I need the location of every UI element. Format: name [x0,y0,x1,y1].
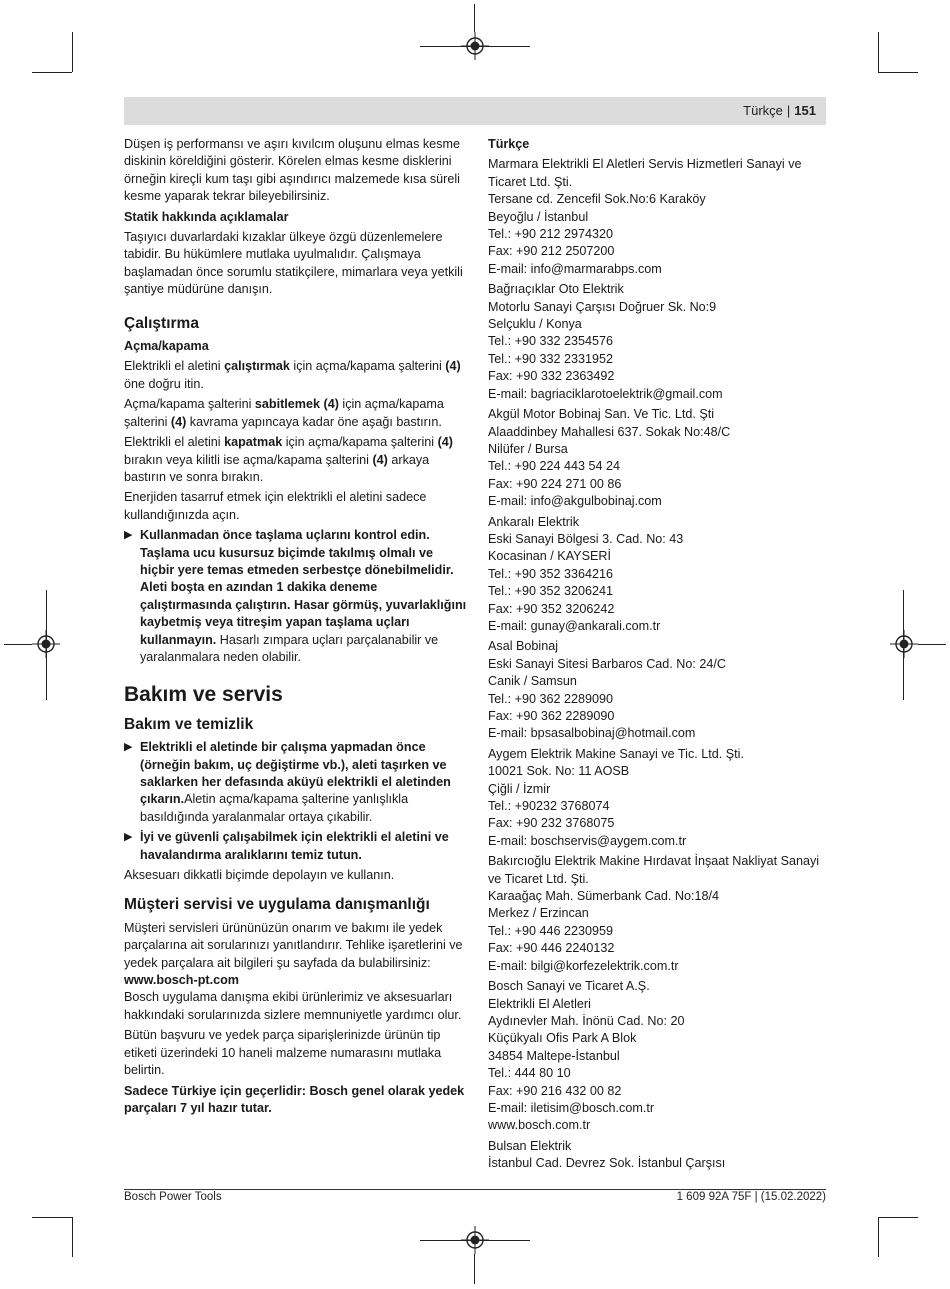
address-contact-link[interactable]: www.bosch.com.tr [488,1118,591,1133]
address-contact-link[interactable]: E-mail: iletisim@bosch.com.tr [488,1100,655,1115]
page-number: 151 [794,103,816,118]
right-column [488,136,828,1176]
registration-line [4,644,32,645]
aksesuar-paragraph: Aksesuarı dikkatli biçimde depolayın ve kullanın. [124,868,395,883]
musteri-paragraph: Müşteri servisleri ürününüzün onarım ve bakımı ile yedek parçalarına ait sorularınızı yanıtlandırır. Tehlike işaretlerini ve yedek parçalara ait bilgileri şu sayfada da bulabilirsiniz: [124,920,463,970]
address-line: Alaaddinbey Mahallesi 637. Sokak No:48/C [488,424,731,439]
address-line: Fax: +90 216 432 00 82 [488,1083,622,1098]
address-line: Ankaralı Elektrik [488,514,579,529]
registration-mark-icon [890,630,918,658]
address-line: Aygem Elektrik Makine Sanayi ve Tic. Ltd. Şti. [488,746,744,761]
address-line: Tel.: +90 332 2331952 [488,351,613,366]
service-address-block [488,853,828,975]
address-line: Karaağaç Mah. Sümerbank Cad. No:18/4 [488,889,720,904]
registration-line [474,1254,475,1284]
address-line: Bakırcıoğlu Elektrik Makine Hırdavat İnşaat Nakliyat Sanayi ve Ticaret Ltd. Şti. [488,854,820,886]
crop-mark [32,1217,72,1218]
address-line: Canik / Samsun [488,674,577,689]
address-line: Fax: +90 232 3768075 [488,816,615,831]
address-line: Marmara Elektrikli El Aletleri Servis Hizmetleri Sanayi ve Ticaret Ltd. Şti. [488,157,802,189]
address-contact-link[interactable]: E-mail: info@akgulbobinaj.com [488,494,662,509]
sadece-paragraph: Sadece Türkiye için geçerlidir: Bosch genel olarak yedek parçaları 7 yıl hazır tutar. [124,1083,465,1115]
address-line: Elektrikli El Aletleri [488,996,591,1011]
safety-bullet: ▶ Elektrikli el aletinde bir çalışma yapmadan önce (örneğin bakım, uç değiştirme vb.), aleti taşırken ve saklarken her defasında aküyü elektrikli el aletinden çıkarın.Aletin açma/kapama şalterine yanlışlıkla basıldığında yaralanmalar ortaya çıkabilir. [124,740,451,824]
service-address-block [488,1138,828,1173]
address-line: Akgül Motor Bobinaj San. Ve Tic. Ltd. Şti [488,407,715,422]
address-line: Beyoğlu / İstanbul [488,209,589,224]
registration-line [918,644,946,645]
safety-bullet: ▶ İyi ve güvenli çalışabilmek için elektrikli el aletini ve havalandırma aralıklarını temiz tutun. [124,830,449,862]
service-address-block [488,514,828,636]
address-line: Tel.: +90 332 2354576 [488,334,613,349]
address-line: Tel.: +90 224 443 54 24 [488,459,620,474]
registration-line [420,46,530,47]
address-line: Kocasinan / KAYSERİ [488,549,611,564]
country-heading: Türkçe [488,137,530,151]
registration-line [46,590,47,700]
address-line: Tel.: +90 362 2289090 [488,691,613,706]
address-line: Merkez / Erzincan [488,906,589,921]
service-address-block [488,156,828,278]
address-list [488,156,828,1172]
service-address-block [488,746,828,850]
address-line: Tel.: +90 446 2230959 [488,923,613,938]
address-line: İstanbul Cad. Devrez Sok. İstanbul Çarşısı [488,1156,726,1171]
paragraph-energy: Enerjiden tasarruf etmek için elektrikli el aletini sadece kullandığınızda açın. [124,490,427,522]
address-contact-link[interactable]: E-mail: bilgi@korfezelektrik.com.tr [488,958,679,973]
bullet-arrow-icon: ▶ [124,529,133,542]
address-line: Fax: +90 212 2507200 [488,244,615,259]
service-address-block [488,406,828,510]
bakim-temizlik-heading: Bakım ve temizlik [124,715,254,733]
crop-mark [878,1217,918,1218]
paragraph-stop: Elektrikli el aletini kapatmak için açma/kapama şalterini (4) bırakın veya kilitli ise açma/kapama şalterini (4) arkaya bastırın ve sonra bırakın. [124,435,453,484]
service-address-block [488,281,828,403]
address-line: Tel.: +90 212 2974320 [488,227,613,242]
statik-heading: Statik hakkında açıklamalar [124,209,289,224]
address-line: Nilüfer / Bursa [488,441,568,456]
address-line: 10021 Sok. No: 11 AOSB [488,764,630,779]
safety-bullet: ▶ Kullanmadan önce taşlama uçlarını kontrol edin. Taşlama ucu kusursuz biçimde takılmış olmalı ve hiçbir yere temas etmeden serbestçe dönebilmelidir. Aleti boşta en azından 1 dakika deneme çalıştırmasında çalıştırın. Hasar görmüş, yuvarlaklığını kaybetmiş veya titreşim yapan taşlama uçları kullanmayın. Hasarlı zımpara uçları parçalanabilir ve yaralanmalara neden olabilir. [124,528,467,664]
left-column [124,136,469,1120]
bakim-servis-heading: Bakım ve servis [124,683,283,707]
address-line: Bulsan Elektrik [488,1138,572,1153]
basvuru-paragraph: Bütün başvuru ve yedek parça siparişlerinizde ürünün tip etiketi üzerindeki 10 haneli malzeme numarasını mutlaka belirtin. [124,1028,442,1078]
address-line: Küçükyalı Ofis Park A Blok [488,1031,637,1046]
footer-doc-number: 1 609 92A 75F | (15.02.2022) [676,1191,826,1203]
address-line: Tel.: +90 352 3364216 [488,566,613,581]
address-line: Bağrıaçıklar Oto Elektrik [488,282,624,297]
paragraph-lock: Açma/kapama şalterini sabitlemek (4) için açma/kapama şalterini (4) kavrama yapıncaya kadar öne aşağı bastırın. [124,397,444,429]
address-line: Eski Sanayi Sitesi Barbaros Cad. No: 24/C [488,656,726,671]
musteri-heading: Müşteri servisi ve uygulama danışmanlığı [124,896,430,914]
footer-brand: Bosch Power Tools [124,1191,222,1203]
calistirma-heading: Çalıştırma [124,314,199,332]
crop-mark [32,72,72,73]
address-contact-link[interactable]: E-mail: boschservis@aygem.com.tr [488,833,687,848]
address-line: Motorlu Sanayi Çarşısı Doğruer Sk. No:9 [488,299,717,314]
acma-kapama-heading: Açma/kapama [124,339,209,354]
service-address-block [488,978,828,1135]
address-line: Selçuklu / Konya [488,317,582,332]
address-line: Tel.: 444 80 10 [488,1066,571,1081]
address-line: Aydınevler Mah. İnönü Cad. No: 20 [488,1013,685,1028]
header-text: Türkçe | 151 [743,103,816,118]
paragraph-start: Elektrikli el aletini çalıştırmak için açma/kapama şalterini (4) öne doğru itin. [124,359,461,391]
registration-line [420,1240,530,1241]
address-line: Fax: +90 224 271 00 86 [488,476,622,491]
danisma-paragraph: Bosch uygulama danışma ekibi ürünlerimiz ve aksesuarları hakkındaki sorularınızda sizlere memnuniyetle yardımcı olur. [124,990,462,1022]
address-line: 34854 Maltepe-İstanbul [488,1048,620,1063]
address-line: Fax: +90 332 2363492 [488,369,615,384]
bosch-url-link[interactable]: www.bosch-pt.com [124,973,239,988]
crop-mark [878,72,918,73]
address-line: Tel.: +90 352 3206241 [488,584,613,599]
footer-rule [124,1189,826,1190]
crop-mark [72,32,73,72]
registration-line [474,4,475,32]
crop-mark [878,32,879,72]
header-language: Türkçe [743,103,783,118]
address-line: Bosch Sanayi ve Ticaret A.Ş. [488,979,650,994]
address-line: Çiğli / İzmir [488,781,551,796]
crop-mark [878,1217,879,1257]
address-contact-link[interactable]: E-mail: bpsasalbobinaj@hotmail.com [488,726,696,741]
bullet-arrow-icon: ▶ [124,831,133,844]
registration-line [903,590,904,700]
address-line: Eski Sanayi Bölgesi 3. Cad. No: 43 [488,531,684,546]
address-contact-link[interactable]: E-mail: bagriaciklarotoelektrik@gmail.com [488,386,723,401]
crop-mark [72,1217,73,1257]
address-line: Asal Bobinaj [488,639,559,654]
intro-paragraph: Düşen iş performansı ve aşırı kıvılcım oluşunu elmas kesme diskinin köreldiğini gösterir. Körelen elmas kesme disklerini örneğin kireçli kum taşı gibi aşındırıcı malzemede kısa süreli kesme yaparak tekrar bileyebilirsiniz. [124,137,460,204]
bullet-arrow-icon: ▶ [124,741,133,754]
statik-paragraph: Taşıyıcı duvarlardaki kızaklar ülkeye özgü düzenlemelere tabidir. Bu hükümlere mutlaka uyulmalıdır. Çalışmaya başlamadan önce sorumlu statikçilere, mimarlara veya yetkili şantiye müdürüne danışın. [124,230,463,297]
address-contact-link[interactable]: E-mail: info@marmarabps.com [488,261,662,276]
page-header [124,97,826,125]
service-address-block [488,638,828,742]
address-line: Fax: +90 362 2289090 [488,709,615,723]
address-line: Fax: +90 446 2240132 [488,941,615,956]
address-line: Tel.: +90232 3768074 [488,799,610,814]
address-line: Tersane cd. Zencefil Sok.No:6 Karaköy [488,192,706,207]
address-contact-link[interactable]: E-mail: gunay@ankarali.com.tr [488,618,661,633]
address-line: Fax: +90 352 3206242 [488,601,615,616]
